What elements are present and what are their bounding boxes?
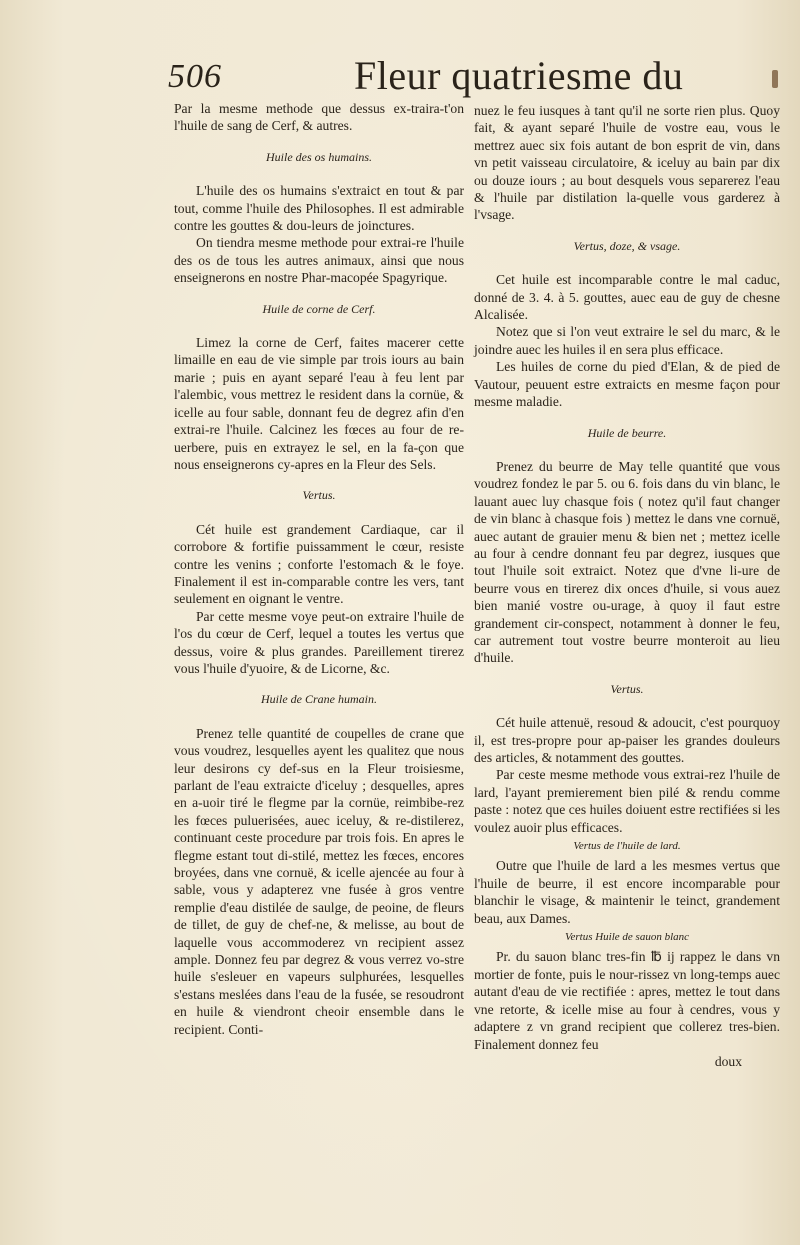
paragraph: Pr. du sauon blanc tres-fin ℔ ij rappez le dans vn mortier de fonte, puis le nour-rissez vn long-temps auec autant d'eau de vie rectifiée : apres, mettez le tout dans vne retorte, & icelle mise au four à cendres, vous y adaptere z vn grand recipient que collerez tres-bien. Finalement donnez feu (474, 949, 780, 1052)
section-heading: Vertus. (302, 488, 336, 503)
section-heading: Huile de corne de Cerf. (262, 301, 376, 316)
paragraph: Outre que l'huile de lard a les mesmes vertus que l'huile de beurre, il est encore incomparable pour blanchir le visage, & maintenir le teinct, grandement beau, aux Dames. (474, 858, 780, 926)
running-title: Fleur quatriesme du (354, 53, 684, 98)
left-column (174, 100, 464, 1038)
paragraph: Cét huile est grandement Cardiaque, car il corrobore & fortifie puissamment le cœur, resiste contre les venins ; conforte l'estomach & le foye. Finalement il est in-comparable contre les vers, tant seulement en oignant le ventre. (174, 521, 464, 607)
section-heading: Huile de Crane humain. (261, 692, 377, 707)
right-column (474, 102, 780, 1070)
section-heading: Vertus. (610, 681, 644, 696)
page-header (168, 52, 788, 102)
paragraph: Par ceste mesme methode vous extrai-rez l'huile de lard, l'ayant premierement bien pilé & rendu comme paste : notez que ces huiles doiuent estre rectifiées si les voulez auoir plus efficaces. (474, 767, 780, 835)
paragraph: L'huile des os humains s'extraict en tout & par tout, comme l'huile des Philosophes. Il est admirable contre les gouttes & dou-leurs de joinctures. (174, 183, 464, 234)
catchword: doux (714, 1053, 742, 1069)
paragraph: Par cette mesme voye peut-on extraire l'huile de l'os du cœur de Cerf, lequel a toutes les vertus que dessus, voire & plus grandes. Pareillement tirerez vous l'huile d'yuoire, & de Licorne, &c. (174, 608, 464, 676)
section-heading: Vertus de l'huile de lard. (573, 840, 681, 853)
paragraph: Prenez du beurre de May telle quantité que vous voudrez fondez le par 5. ou 6. fois dans du vin blanc, le lauant auec luy chasque fois ( notez qu'il faut changer de vin blanc à chasque fois ) mettez le dans vne cornuë, auec autant de grauier menu & bien net ; mettez icelle au four à cendre donnant feu par degrez, iusques que tout l'huile soit extraict. Notez que d'vne li-ure de beurre vous en tirerez dix onces d'huile, si vous auez bien manié vostre ou-urage, à quoy il faut estre grandement cir-conspect, notamment à donner le feu, car autrement tout vostre beurre monteroit au lieu d'huile. (474, 458, 780, 666)
paragraph: Cét huile attenuë, resoud & adoucit, c'est pourquoy il, est tres-propre pour ap-paiser les grandes douleurs des articles, & notamment des gouttes. (474, 715, 780, 765)
section-heading: Huile de beurre. (587, 425, 667, 440)
paragraph: On tiendra mesme methode pour extrai-re l'huile des os de tous les autres animaux, ainsi que nous enseignerons en nostre Phar-macopée Spagyrique. (174, 235, 464, 286)
section-heading: Huile des os humains. (266, 149, 372, 164)
section-heading: Vertus, doze, & vsage. (573, 238, 681, 253)
section-heading: Vertus Huile de sauon blanc (564, 931, 690, 944)
paragraph: Par la mesme methode que dessus ex-traira-t'on l'huile de sang de Cerf, & autres. (174, 101, 464, 134)
paragraph: nuez le feu iusques à tant qu'il ne sorte rien plus. Quoy fait, & ayant separé l'huile de vostre eau, vous le mettrez auec six fois autant de bon esprit de vin, dans vn petit vaisseau circulatoire, & iceluy au bain par dix ou douze iours ; au bout desquels vous separerez l'eau & l'huile par distilation la-quelle vous garderez à l'vsage. (474, 103, 780, 223)
paragraph: Cet huile est incomparable contre le mal caduc, donné de 3. 4. à 5. gouttes, auec eau de guy de chesne Alcalisée. (474, 272, 780, 323)
paragraph: Limez la corne de Cerf, faites macerer cette limaille en eau de vie simple par trois iours au bain marie ; puis en ayant separé l'eau à feu lent par l'alembic, vous mettrez le resident dans la cornüe, & icelle au four sable, donnant feu de degrez afin d'en extrai-re l'huile. Calcinez les fœces au four de re-uerbere, puis en extrayez le sel, en la fa-çon que nous enseignerons cy-apres en la Fleur des Sels. (174, 335, 464, 472)
page-number: 506 (168, 58, 222, 95)
paragraph: Notez que si l'on veut extraire le sel du marc, & le joindre auec les huiles il en sera plus efficace. (474, 324, 780, 357)
paragraph: Prenez telle quantité de coupelles de crane que vous voudrez, lesquelles ayent les qualitez que nous leur desirons cy def-sus en la Fleur troisiesme, parlant de l'eau extraicte d'iceluy ; desquelles, apres en a-uoir tiré le flegme par la cornüe, reimbibe-rez les fœces puluerisées, auec iceluy, & re-distilerez, continuant ceste procedure par trois fois. En apres le flegme estant tout di-stilé, mettez les fœces, encores broyées, dans vne cornuë, & icelle ajencée au four à sable, vous y adapterez vne fusée à gros ventre remplie d'eau distilée de saulge, de peoine, de fleurs de tillet, de guy de chef-ne, & melisse, au bout de laquelle vous accommoderez vn recipient assez ample. Donnez feu par degrez & vous verrez vo-stre huile s'esleuer en vapeurs sulphurées, lesquelles s'estans meslées dans l'eau de la fusée, se resoudront en huile & viendront cheoir ensemble dans le recipient. Conti- (174, 725, 464, 1037)
paragraph: Les huiles de corne du pied d'Elan, & de pied de Vautour, peuuent estre extraicts en mesme façon pour mesme maladie. (474, 359, 780, 410)
